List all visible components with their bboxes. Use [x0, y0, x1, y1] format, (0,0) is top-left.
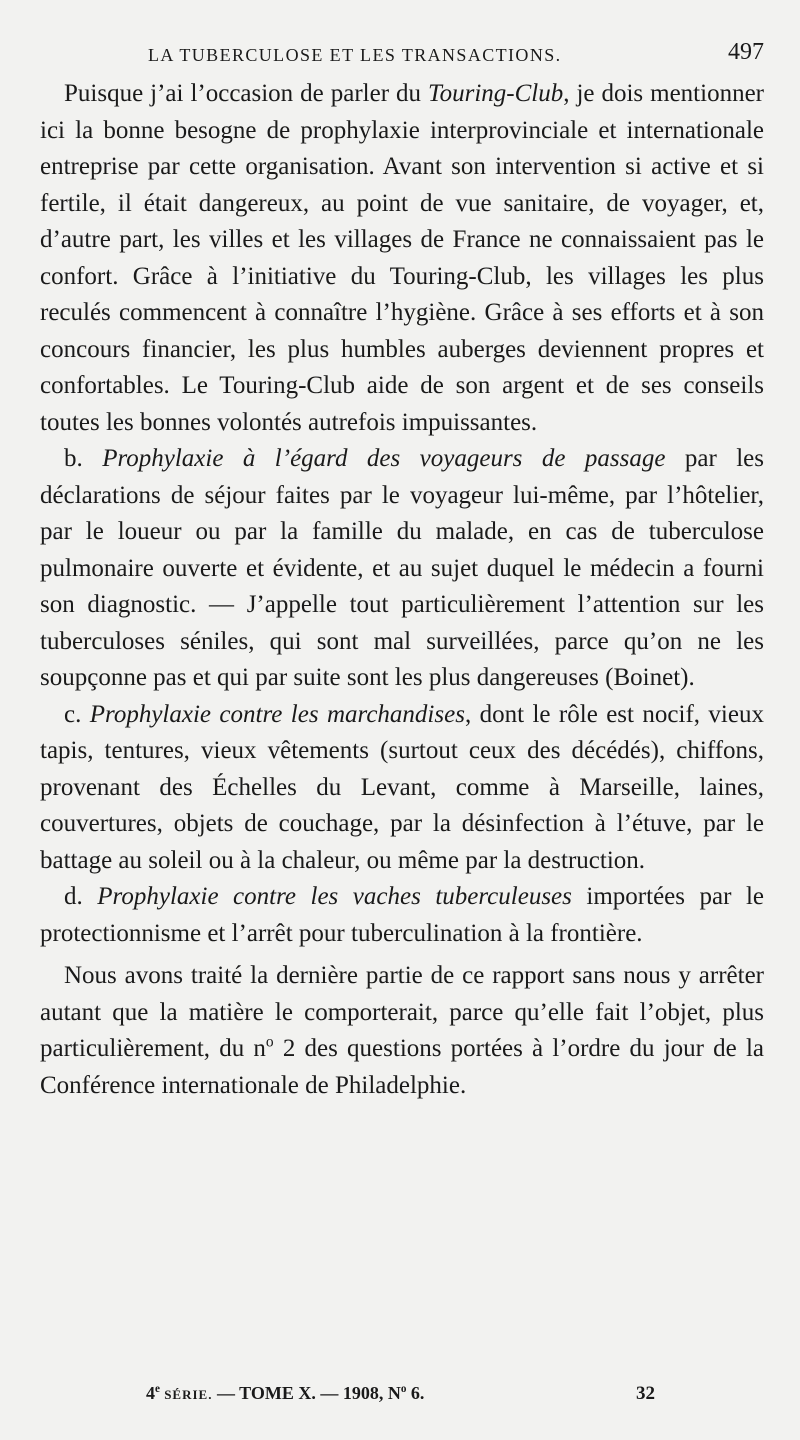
- page-header: [148, 32, 764, 66]
- footer-series-info: 4e SÉRIE. — TOME X. — 1908, $N^o$ 6.: [146, 1383, 425, 1403]
- paragraph-item-b: b. Prophylaxie à l’égard des voyageurs de passage par les déclarations de séjour faites par le voyageur lui-même, par l’hôtelier, par le loueur ou par la famille du malade, en cas de tuberculose pulmonaire ouverte et évidente, et au sujet duquel le médecin a fourni son diagnostic. — J’appelle tout particulièrement l’attention sur les tuberculoses séniles, qui sont mal surveillées, parce qu’on ne les soupçonne pas et qui par suite sont les plus dangereuses (Boinet).: [40, 445, 764, 691]
- paragraph-item-d: d. Prophylaxie contre les vaches tuberculeuses importées par le protectionnisme et l’arrêt pour tuberculination à la frontière.: [40, 883, 764, 947]
- item-heading-c: Prophylaxie contre les marchandises: [89, 700, 465, 728]
- item-heading-b: Prophylaxie à l’égard des voyageurs de passage: [102, 445, 666, 472]
- item-label-b: b.: [64, 445, 103, 472]
- touring-club-emphasis: Touring-Club: [428, 80, 564, 107]
- item-label-d: d.: [64, 883, 98, 910]
- signature-mark: 32: [636, 1383, 655, 1404]
- running-title: LA TUBERCULOSE ET LES TRANSACTIONS.: [148, 45, 562, 65]
- item-label-c: c.: [64, 700, 90, 728]
- paragraph-conclusion: Nous avons traité la dernière partie de ce rapport sans nous y arrêter autant que la matière le comporterait, parce qu’elle fait l’objet, plus particulièrement, du $n^o$ 2 des questions portées à l’ordre du jour de la Conférence internationale de Philadelphie.: [40, 962, 764, 1099]
- item-heading-d: Prophylaxie contre les vaches tuberculeuses: [97, 883, 572, 910]
- paragraph-touring-club: Puisque j’ai l’occasion de parler du Touring-Club, je dois mentionner ici la bonne besogne de prophylaxie interprovinciale et internationale entreprise par cette organisation. Avant son intervention si active et si fertile, il était dangereux, au point de vue sanitaire, de voyager, et, d’autre part, les villes et les villages de France ne connaissaient pas le confort. Grâce à l’initiative du Touring-Club, les villages les plus reculés commencent à connaître l’hygiène. Grâce à ses efforts et à son concours financier, les plus humbles auberges deviennent propres et confortables. Le Touring-Club aide de son argent et de ses conseils toutes les bonnes volontés autrefois impuissantes.: [40, 80, 764, 436]
- page-number: 497: [728, 39, 764, 65]
- paragraph-item-c: c. Prophylaxie contre les marchandises, dont le rôle est nocif, vieux tapis, tentures, vieux vêtements (surtout ceux des décédés), chiffons, provenant des Échelles du Levant, comme à Marseille, laines, couvertures, objets de couchage, par la désinfection à l’étuve, par le battage au soleil ou à la chaleur, ou même par la destruction.: [40, 700, 764, 874]
- body-text: [40, 76, 764, 1104]
